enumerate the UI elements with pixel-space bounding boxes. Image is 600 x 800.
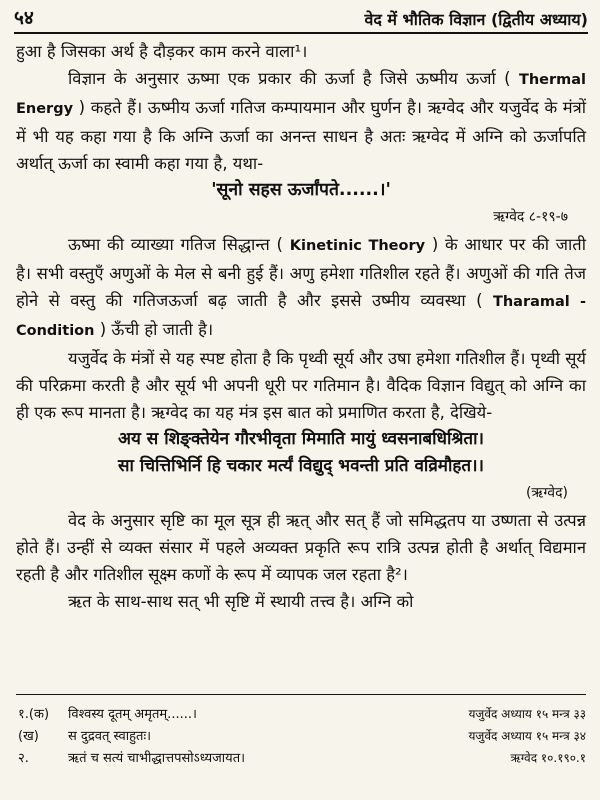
footnote-source: यजुर्वेद अध्याय १५ मन्त्र ३३ <box>468 706 586 721</box>
footnote-row <box>18 702 586 724</box>
page-header <box>14 2 588 34</box>
footnote-number: १.(क) <box>18 707 50 722</box>
paragraph-2 <box>16 65 586 177</box>
running-head: वेद में भौतिक विज्ञान (द्वितीय अध्याय) <box>364 10 588 29</box>
paragraph-3-part-b: ) के आधार पर की जाती है। सभी वस्तुएँ अणुओं के मेल से बनी हुई हैं। अणु हमेशा गतिशील रहते हैं। अणुओं की गति तेज होने से वस्तु की गतिजऊर्जा बढ़ जाती है और इससे उष्मीय व्यवस्था ( <box>16 235 586 310</box>
quote-reference: ऋग्वेद ८-१९-७ <box>493 209 568 225</box>
footnote-text: स दुद्रवत् स्वाहुतः। <box>68 729 152 744</box>
footnote-source: ऋग्वेद १०.१९०.१ <box>510 750 586 765</box>
paragraph-3 <box>16 231 586 345</box>
paragraph-2-part-b: ) कहते हैं। ऊष्मीय ऊर्जा गतिज कम्पायमान और घुर्णन है। ऋग्वेद और यजुर्वेद के मंत्रों में भी यह कहा गया है कि अग्नि ऊर्जा का अनन्त साधन है अतः ऋग्वेद में अग्नि को ऊर्जापति अर्थात् ऊर्जा का स्वामी कहा गया है, यथा- <box>16 98 586 173</box>
footnote-text: विश्वस्य दूतम् अमृतम्......। <box>68 707 197 722</box>
footnote-row <box>18 724 586 746</box>
page-number: ५४ <box>14 7 34 29</box>
verse-reference: (ऋग्वेद) <box>525 485 568 501</box>
footnote-row <box>18 746 586 768</box>
verse-line-2: सा चित्तिभिर्नि हि चकार मर्त्यं विद्युद् भवन्ती प्रति वव्रिमौहत।। <box>118 456 484 476</box>
footnote-number: (ख) <box>18 729 39 744</box>
paragraph-1: हुआ है जिसका अर्थ है दौड़कर काम करने वाला¹। <box>16 42 308 61</box>
kinetic-theory-term: Kinetinic Theory <box>289 238 426 254</box>
paragraph-3-part-c: ) ऊँची हो जाती है। <box>99 320 214 339</box>
paragraph-3-part-a: ऊष्मा की व्याख्या गतिज सिद्धान्त ( <box>68 235 283 254</box>
footnote-divider <box>16 694 586 695</box>
thermal-condition-term: Tharamal - Condition <box>16 294 587 339</box>
rigveda-quote: 'सूनो सहस ऊर्जांपते......।' <box>211 180 391 200</box>
footnote-number: २. <box>18 751 29 766</box>
body-text <box>16 38 586 615</box>
verse-line-1: अय स शिङ्क्तेयेन गौरभीवृता मिमाति मायुं ध्वसनाबधिश्रिता। <box>118 429 484 449</box>
thermal-energy-term: Thermal Energy <box>16 72 586 117</box>
paragraph-2-part-a: विज्ञान के अनुसार ऊष्मा एक प्रकार की ऊर्जा है जिसे ऊष्मीय ऊर्जा ( <box>68 69 511 88</box>
paragraph-4: यजुर्वेद के मंत्रों से यह स्पष्ट होता है कि पृथ्वी सूर्य और उषा हमेशा गतिशील हैं। पृथ्वी सूर्य की परिक्रमा करती है और सूर्य भी अपनी धूरी पर गतिमान है। वैदिक विज्ञान विद्युत् को अग्नि का ही एक रूप मानता है। ऋग्वेद का यह मंत्र इस बात को प्रमाणित करता है, देखिये- <box>16 349 586 422</box>
footnotes <box>18 702 586 768</box>
paragraph-6: ऋत के साथ-साथ सत् भी सृष्टि में स्थायी तत्त्व है। अग्नि को <box>68 592 414 611</box>
footnote-source: यजुर्वेद अध्याय १५ मन्त्र ३४ <box>468 728 586 743</box>
footnote-text: ऋतं च सत्यं चाभीद्धात्तपसोऽध्यजायत। <box>68 751 246 766</box>
paragraph-5: वेद के अनुसार सृष्टि का मूल सूत्र ही ऋत् और सत् हैं जो समिद्धतप या उष्णता से उत्पन्न होते हैं। उन्हीं से व्यक्त संसार में पहले अव्यक्त प्रकृति रूप रात्रि उत्पन्न होती है अर्थात् विद्यमान रहती है और गतिशील सूक्ष्म कणों के रूप में व्यापक जल रहता है²। <box>16 511 586 584</box>
